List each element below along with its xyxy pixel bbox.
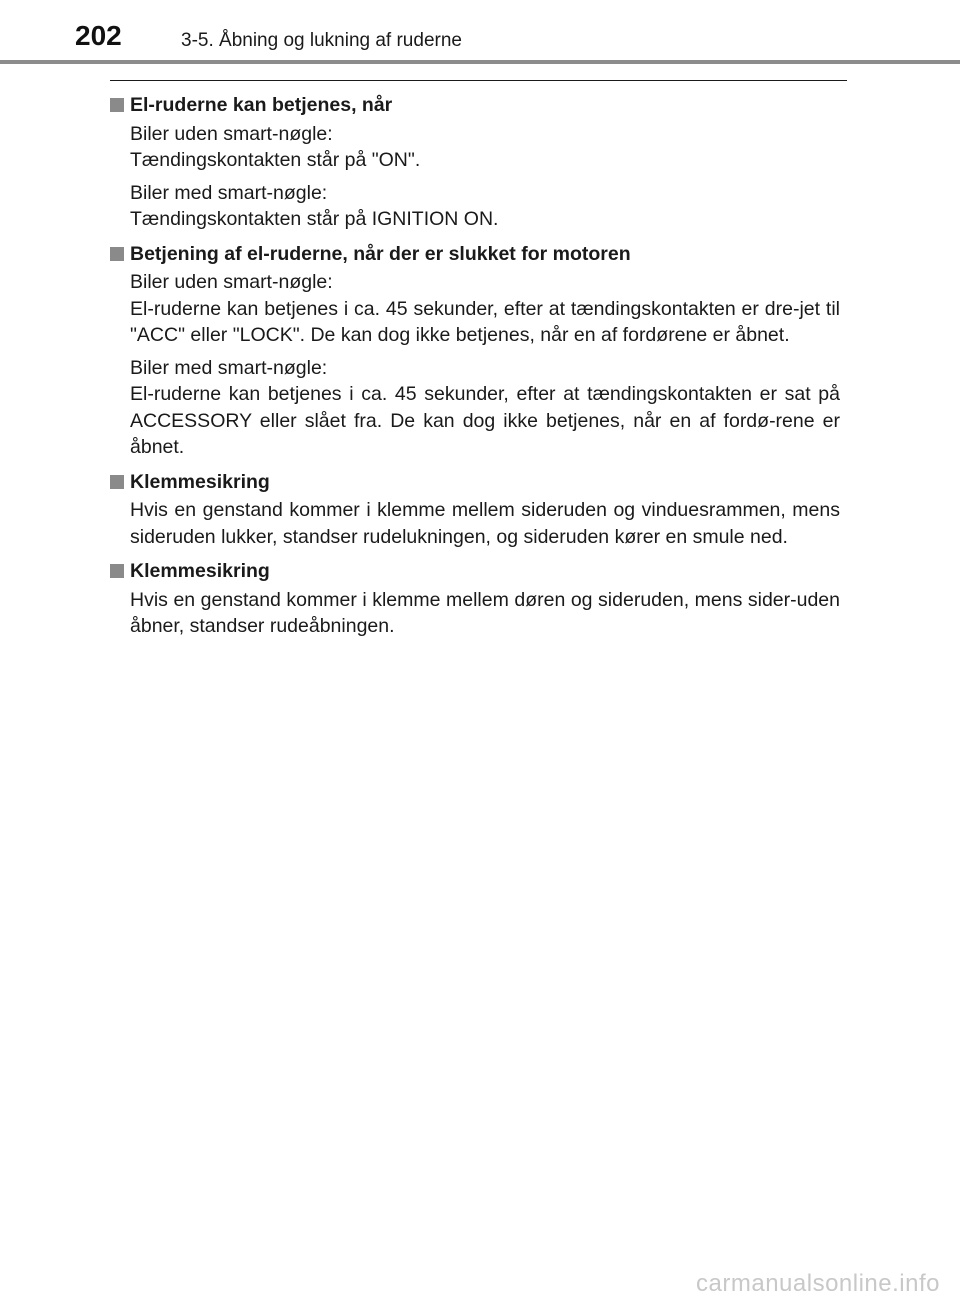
- watermark: carmanualsonline.info: [696, 1270, 940, 1297]
- paragraph-line: Biler uden smart-nøgle:: [130, 122, 333, 145]
- section-engine-off-operation: [110, 241, 840, 461]
- paragraph-line: El-ruderne kan betjenes i ca. 45 sekunder, efter at tændingskontakten er dre-jet til "ACC" eller "LOCK". De kan dog ikke betjenes, når en af fordørene er åbnet.: [130, 297, 840, 346]
- paragraph-line: Tændingskontakten står på IGNITION ON.: [130, 208, 499, 230]
- paragraph: [130, 497, 840, 550]
- paragraph-line: Tændingskontakten står på "ON".: [130, 149, 421, 171]
- square-bullet-icon: [110, 564, 124, 578]
- paragraph-line: Hvis en genstand kommer i klemme mellem døren og sideruden, mens sider-uden åbner, standser rudeåbningen.: [130, 588, 840, 637]
- section-heading: [110, 92, 840, 119]
- section-jam-protection-opening: [110, 558, 840, 640]
- paragraph: [130, 587, 840, 640]
- page-content: [110, 92, 840, 648]
- square-bullet-icon: [110, 475, 124, 489]
- section-operation-conditions: [110, 92, 840, 233]
- chapter-title: 3-5. Åbning og lukning af ruderne: [181, 30, 462, 51]
- page-header: [0, 0, 960, 64]
- section-heading-text: Klemmesikring: [130, 470, 270, 493]
- section-heading-text: El-ruderne kan betjenes, når: [130, 94, 393, 116]
- page-number: 202: [75, 20, 122, 51]
- header-divider: [0, 60, 960, 64]
- paragraph: [130, 121, 840, 174]
- section-jam-protection-closing: [110, 469, 840, 551]
- square-bullet-icon: [110, 247, 124, 261]
- paragraph: [130, 355, 840, 461]
- paragraph: [130, 269, 840, 349]
- section-heading-text: Betjening af el-ruderne, når der er slukket for motoren: [130, 242, 631, 265]
- paragraph-line: Biler med smart-nøgle:: [130, 181, 328, 204]
- paragraph-line: Hvis en genstand kommer i klemme mellem sideruden og vinduesrammen, mens sideruden lukker, standser rudelukningen, og sideruden kører en smule ned.: [130, 499, 840, 548]
- content-divider: [110, 80, 847, 81]
- section-heading: [110, 558, 840, 585]
- paragraph-line: Biler uden smart-nøgle:: [130, 271, 333, 293]
- paragraph: [130, 180, 840, 233]
- paragraph-line: Biler med smart-nøgle:: [130, 356, 328, 379]
- square-bullet-icon: [110, 98, 124, 112]
- section-heading: [110, 241, 840, 268]
- section-heading: [110, 469, 840, 496]
- paragraph-line: El-ruderne kan betjenes i ca. 45 sekunder, efter at tændingskontakten er sat på ACCESSORY eller slået fra. De kan dog ikke betjenes, når en af fordø-rene er åbnet.: [130, 383, 840, 458]
- section-heading-text: Klemmesikring: [130, 560, 270, 582]
